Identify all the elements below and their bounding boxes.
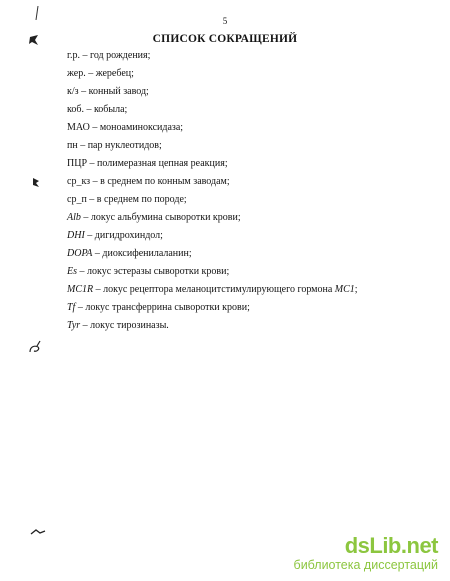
abbreviation-dash: – — [75, 302, 86, 313]
abbreviation-definition: кобыла; — [93, 104, 128, 115]
abbreviation-item — [67, 263, 358, 281]
scan-mark-1 — [28, 34, 40, 46]
abbreviation-item — [67, 245, 358, 263]
abbreviation-term: жер. — [67, 68, 86, 79]
abbreviation-term: г.р. — [67, 50, 80, 61]
abbreviation-definition: конный завод; — [88, 86, 149, 97]
scan-mark-3 — [28, 340, 42, 354]
abbreviation-term: ПЦР — [67, 158, 88, 169]
abbreviation-definition: локус трансферрина сыворотки крови; — [85, 302, 250, 313]
abbreviation-definition: моноаминоксидаза; — [99, 122, 184, 133]
abbreviation-item — [67, 317, 358, 335]
abbreviation-definition: локус эстеразы сыворотки крови; — [87, 266, 230, 277]
abbreviation-dash: – — [90, 176, 101, 187]
abbreviation-item — [67, 47, 358, 65]
abbreviation-term: коб. — [67, 104, 84, 115]
abbreviation-definition: дигидрохиндол; — [94, 230, 163, 241]
abbreviation-dash: – — [93, 284, 104, 295]
abbreviation-dash: – — [78, 86, 89, 97]
abbreviation-definition: пар нуклеотидов; — [87, 140, 162, 151]
scan-mark-2 — [31, 177, 41, 189]
abbreviation-term: МАО — [67, 122, 90, 133]
abbreviation-dash: – — [84, 230, 95, 241]
abbreviation-term: Tf — [67, 302, 76, 313]
abbreviation-item — [67, 119, 358, 137]
abbreviation-term: DOPA — [67, 248, 93, 259]
abbreviation-term: DHI — [67, 230, 85, 241]
abbreviation-term: Es — [67, 266, 77, 277]
abbreviation-definition: в среднем по конным заводам; — [100, 176, 230, 187]
abbreviation-definition: год рождения; — [89, 50, 151, 61]
abbreviation-term: ср_п — [67, 194, 87, 205]
abbreviation-dash: – — [87, 158, 98, 169]
abbreviation-term: MC1R — [67, 284, 94, 295]
abbreviation-term: ср_кз — [67, 176, 91, 187]
abbreviation-item — [67, 101, 358, 119]
abbreviation-item — [67, 191, 358, 209]
scan-mark-top — [33, 6, 41, 20]
abbreviation-list — [67, 47, 358, 335]
abbreviation-dash: – — [83, 104, 94, 115]
abbreviation-definition: жеребец; — [95, 68, 134, 79]
page-title: СПИСОК СОКРАЩЕНИЙ — [152, 33, 298, 45]
abbreviation-item — [67, 155, 358, 173]
page-number: 5 — [222, 16, 228, 26]
abbreviation-term: пн — [67, 140, 78, 151]
abbreviation-dash: – — [80, 320, 91, 331]
watermark — [294, 535, 438, 573]
abbreviation-item — [67, 83, 358, 101]
watermark-logo: dsLib.net — [344, 533, 438, 558]
abbreviation-dash: – — [77, 140, 88, 151]
abbreviation-dash: – — [80, 212, 91, 223]
abbreviation-definition: в среднем по породе; — [96, 194, 187, 205]
abbreviation-dash: – — [77, 266, 87, 277]
abbreviation-item — [67, 137, 358, 155]
abbreviation-dash: – — [85, 68, 96, 79]
abbreviation-item — [67, 65, 358, 83]
abbreviation-dash: – — [92, 248, 103, 259]
watermark-subtitle: библиотека диссертаций — [293, 558, 438, 572]
abbreviation-dash: – — [86, 194, 97, 205]
abbreviation-item — [67, 281, 358, 299]
abbreviation-item — [67, 227, 358, 245]
abbreviation-definition: полимеразная цепная реакция; — [97, 158, 228, 169]
abbreviation-term: к/з — [67, 86, 79, 97]
abbreviation-item — [67, 209, 358, 227]
abbreviation-definition: локус тирозиназы. — [90, 320, 169, 331]
abbreviation-dash: – — [89, 122, 100, 133]
abbreviation-term: Tyr — [67, 320, 81, 331]
abbreviation-item — [67, 173, 358, 191]
abbreviation-term: Alb — [67, 212, 81, 223]
scan-mark-bottom — [30, 528, 46, 536]
abbreviation-item — [67, 299, 358, 317]
abbreviation-definition: диоксифенилаланин; — [102, 248, 192, 259]
abbreviation-definition: локус альбумина сыворотки крови; — [90, 212, 241, 223]
abbreviation-definition: локус рецептора меланоцитстимулирующего гормона MC1; — [103, 284, 358, 295]
abbreviation-dash: – — [79, 50, 90, 61]
